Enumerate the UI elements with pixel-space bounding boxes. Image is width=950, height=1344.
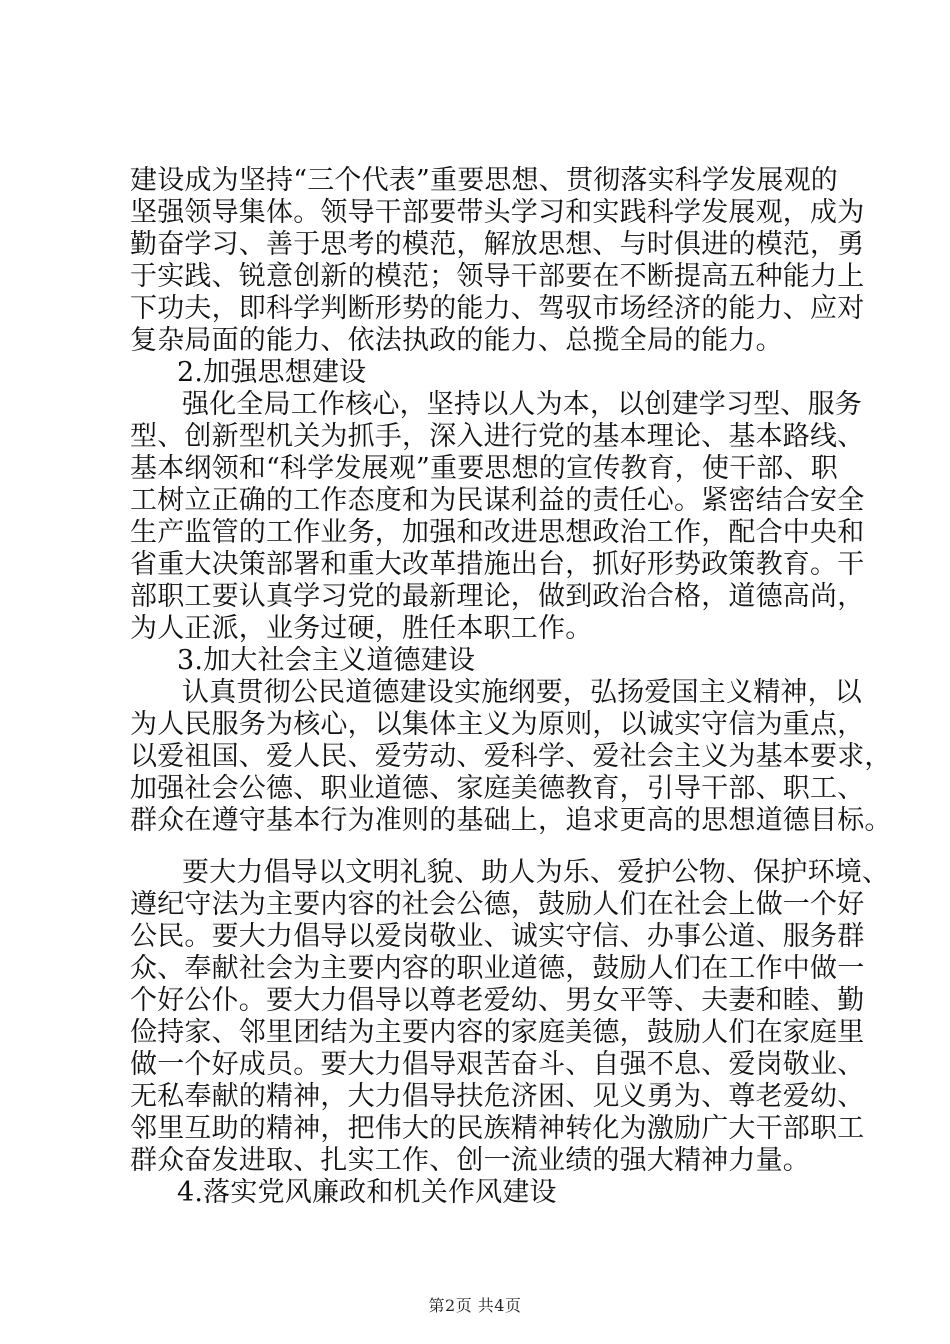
section-heading: 3.加大社会主义道德建设 [177, 645, 476, 676]
section-heading: 4.落实党风廉政和机关作风建设 [177, 1177, 557, 1208]
body-text-line: 邻里互助的精神，把伟大的民族精神转化为激励广大干部职工 [130, 1113, 865, 1144]
body-text-line: 工树立正确的工作态度和为民谋利益的责任心。紧密结合安全 [130, 485, 865, 516]
body-text-line: 部职工要认真学习党的最新理论，做到政治合格，道德高尚， [130, 581, 865, 612]
body-text-line: 做一个好成员。要大力倡导艰苦奋斗、自强不息、爱岗敬业、 [130, 1049, 865, 1080]
body-text-line: 众、奉献社会为主要内容的职业道德，鼓励人们在工作中做一 [130, 953, 865, 984]
body-text-line: 下功夫，即科学判断形势的能力、驾驭市场经济的能力、应对 [130, 293, 865, 324]
body-text-line: 为人民服务为核心，以集体主义为原则，以诚实守信为重点， [130, 709, 865, 740]
body-text-line: 群众在遵守基本行为准则的基础上，追求更高的思想道德目标。 [130, 805, 892, 836]
body-text-line: 个好公仆。要大力倡导以尊老爱幼、男女平等、夫妻和睦、勤 [130, 985, 865, 1016]
body-text-line: 生产监管的工作业务，加强和改进思想政治工作，配合中央和 [130, 517, 865, 548]
body-text-line: 坚强领导集体。领导干部要带头学习和实践科学发展观，成为 [130, 197, 865, 228]
body-text-line: 无私奉献的精神，大力倡导扶危济困、见义勇为、尊老爱幼、 [130, 1081, 865, 1112]
body-text-line: 俭持家、邻里团结为主要内容的家庭美德，鼓励人们在家庭里 [130, 1017, 865, 1048]
paragraph-first-line: 认真贯彻公民道德建设实施纲要，弘扬爱国主义精神，以 [182, 677, 862, 708]
body-text-line: 勤奋学习、善于思考的模范，解放思想、与时俱进的模范，勇 [130, 229, 865, 260]
body-text-line: 基本纲领和“科学发展观”重要思想的宣传教育，使干部、职 [130, 453, 839, 484]
body-text-line: 型、创新型机关为抓手，深入进行党的基本理论、基本路线、 [130, 421, 865, 452]
body-text-line: 为人正派，业务过硬，胜任本职工作。 [130, 613, 593, 644]
body-text-line: 省重大决策部署和重大改革措施出台，抓好形势政策教育。干 [130, 549, 865, 580]
paragraph-first-line: 要大力倡导以文明礼貌、助人为乐、爱护公物、保护环境、 [182, 857, 890, 888]
body-text-line: 遵纪守法为主要内容的社会公德，鼓励人们在社会上做一个好 [130, 889, 865, 920]
paragraph-first-line: 强化全局工作核心，坚持以人为本，以创建学习型、服务 [182, 389, 862, 420]
body-text-line: 公民。要大力倡导以爱岗敬业、诚实守信、办事公道、服务群 [130, 921, 865, 952]
body-text-line: 加强社会公德、职业道德、家庭美德教育，引导干部、职工、 [130, 773, 865, 804]
body-text-line: 以爱祖国、爱人民、爱劳动、爱科学、爱社会主义为基本要求， [130, 741, 892, 772]
section-heading: 2.加强思想建设 [177, 357, 367, 388]
body-text-line: 复杂局面的能力、依法执政的能力、总揽全局的能力。 [130, 325, 783, 356]
body-text-line: 建设成为坚持“三个代表”重要思想、贯彻落实科学发展观的 [130, 165, 839, 196]
page-number-footer: 第2页 共4页 [428, 1296, 522, 1315]
body-text-line: 群众奋发进取、扎实工作、创一流业绩的强大精神力量。 [130, 1145, 810, 1176]
body-text-line: 于实践、锐意创新的模范；领导干部要在不断提高五种能力上 [130, 261, 865, 292]
